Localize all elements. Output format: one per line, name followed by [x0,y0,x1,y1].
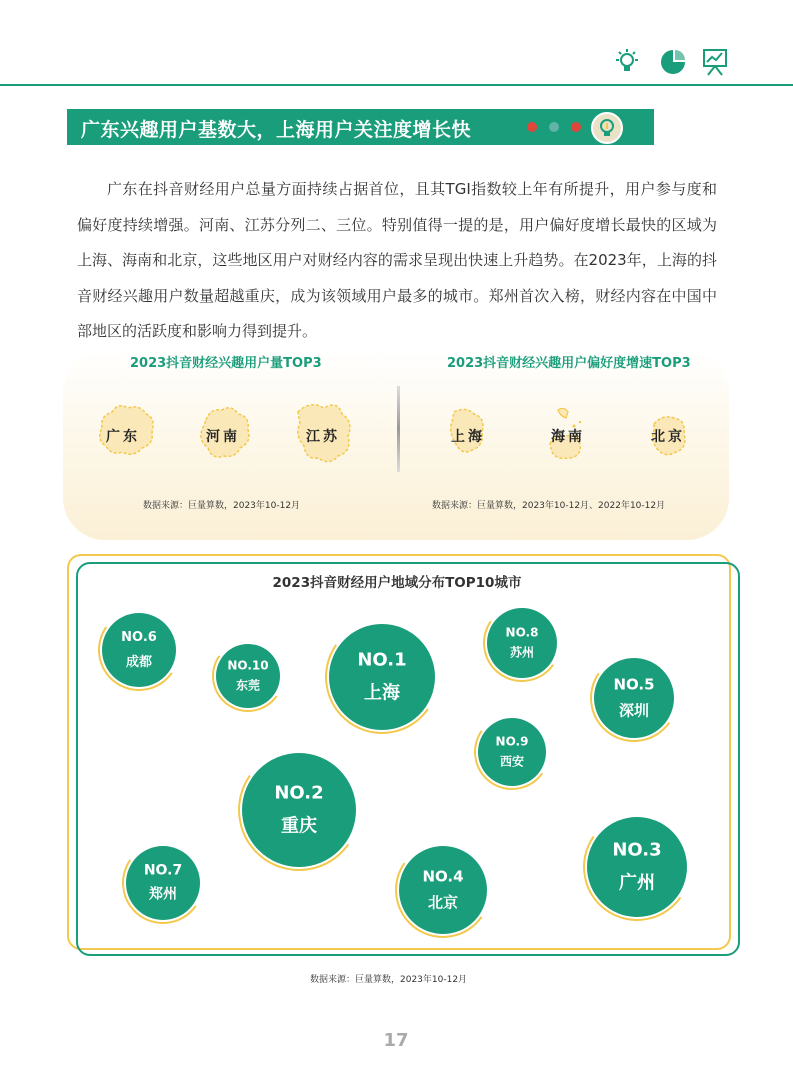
city-name: 上海 [364,682,400,704]
city-rank: NO.3 [612,839,662,861]
body-paragraph: 广东在抖音财经用户总量方面持续占据首位，且其TGI指数较上年有所提升，用户参与度和偏好度持续增强。河南、江苏分列二、三位。特别值得一提的是，用户偏好度增长最快的区域为上海、海南和北京，这些地区用户对财经内容的需求呈现出快速上升趋势。在2023年，上海的抖音财经兴趣用户数量超越重庆，成为该领域用户最多的城市。郑州首次入榜，财经内容在中国中部地区的活跃度和影响力得到提升。 [77,180,717,340]
lightbulb-icon [613,47,641,77]
city-rank: NO.1 [357,649,407,671]
city-rank: NO.2 [274,782,324,804]
top3-growth-title: 2023抖音财经兴趣用户偏好度增速TOP3 [447,356,691,371]
city-bubble [242,753,356,867]
panel-divider [397,386,400,472]
banner-stripe [640,109,645,145]
source-note: 数据来源：巨量算数，2023年10-12月 [143,501,301,511]
province-label: 北京 [651,429,685,445]
city-name: 西安 [499,754,524,769]
source-note: 数据来源：巨量算数，2023年10-12月 [310,975,468,985]
page-number: 17 [383,1030,409,1051]
city-rank: NO.4 [422,867,464,886]
city-bubble [587,817,687,917]
red-dot-icon [571,122,581,132]
city-rank: NO.8 [505,625,539,640]
city-rank: NO.9 [495,734,529,749]
city-name: 郑州 [149,886,177,903]
city-bubble [399,846,487,934]
top10-title: 2023抖音财经用户地域分布TOP10城市 [272,575,522,591]
city-bubble [329,624,435,730]
top3-panel [63,350,729,540]
city-bubble [126,846,200,920]
city-name: 深圳 [618,701,649,720]
province-label: 广东 [106,429,140,445]
teal-dot-icon [549,122,559,132]
city-bubble [102,613,176,687]
province-label: 江苏 [306,429,340,445]
source-note: 数据来源：巨量算数，2023年10-12月、2022年10-12月 [432,501,666,511]
city-bubble [216,644,280,708]
city-name: 北京 [427,893,458,912]
city-bubble [487,608,557,678]
city-name: 成都 [125,655,152,670]
province-label: 河南 [206,429,240,445]
city-rank: NO.6 [121,630,157,645]
city-bubble [478,718,546,786]
city-rank: NO.10 [227,658,269,673]
presentation-chart-icon [701,47,729,77]
city-name: 重庆 [281,815,317,837]
pie-chart-icon [659,47,687,77]
city-name: 东莞 [235,678,260,693]
header-rule [0,84,793,86]
city-bubble [594,658,674,738]
banner-stripe [649,109,654,145]
section-banner [67,109,653,145]
city-name: 广州 [619,872,655,894]
section-title: 广东兴趣用户基数大，上海用户关注度增长快 [81,119,472,141]
province-label: 海南 [551,429,585,445]
lightbulb-badge-icon [591,112,623,144]
province-label: 上海 [451,429,485,445]
red-dot-icon [527,122,537,132]
top3-users-title: 2023抖音财经兴趣用户量TOP3 [130,356,322,371]
city-rank: NO.5 [613,675,655,694]
city-rank: NO.7 [143,862,183,879]
city-name: 苏州 [509,645,534,660]
